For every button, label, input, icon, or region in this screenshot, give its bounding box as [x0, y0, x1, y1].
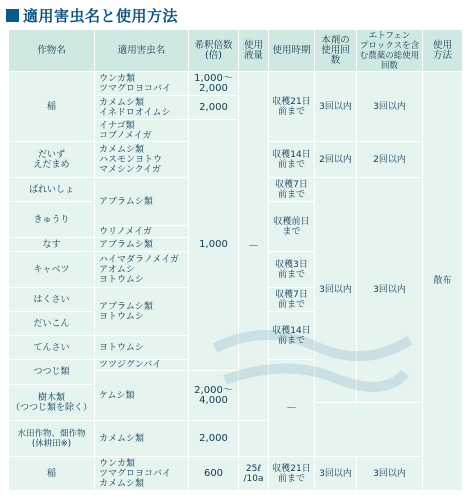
- timing-cell: 収穫前日 まで: [269, 202, 315, 252]
- pest-cell: カメムシ類: [95, 421, 189, 457]
- pest-cell: ケムシ類: [95, 371, 189, 421]
- pest-cell: アブラムシ類: [95, 238, 189, 252]
- timing-cell: －: [269, 360, 315, 457]
- dilution-cell: 1,000: [189, 120, 239, 371]
- header-pest: 適用害虫名: [95, 30, 189, 72]
- pest-cell: ハイマダラノメイガ アオムシ ヨトウムシ: [95, 252, 189, 288]
- dilution-cell: 1,000～ 2,000: [189, 72, 239, 96]
- section-title: [4, 2, 464, 28]
- header-dilution: 希釈倍数 (倍): [189, 30, 239, 72]
- pest-cell: アブラムシ類: [95, 178, 189, 226]
- times-cell: 3回以内: [315, 72, 357, 142]
- header-method: 使用 方法: [423, 30, 463, 72]
- dilution-cell: 2,000～ 4,000: [189, 371, 239, 421]
- crop-suiden: 水田作物、畑作物 (休耕田※): [9, 421, 95, 457]
- crop-bareisho: ばれいしょ: [9, 178, 95, 202]
- crop-daizu: だいず えだまめ: [9, 142, 95, 178]
- times-cell: 3回以内: [315, 457, 357, 491]
- crop-hakusai: はくさい: [9, 288, 95, 312]
- times-cell: 2回以内: [315, 142, 357, 178]
- crop-tensai: てんさい: [9, 336, 95, 360]
- crop-tsutsuji: つつじ類: [9, 360, 95, 385]
- crop-nasu: なす: [9, 238, 95, 252]
- header-timing: 使用時期: [269, 30, 315, 72]
- times-cell: 3回以内: [315, 178, 357, 403]
- header-total: エトフェン プロックスを含む農薬の総使用回数: [357, 30, 423, 72]
- method-cell: 散布: [423, 72, 463, 491]
- volume-cell: －: [239, 72, 269, 421]
- volume-cell: 25ℓ /10a: [239, 457, 269, 491]
- pest-cell: イナゴ類 コブノメイガ: [95, 120, 189, 142]
- header-crop: 作物名: [9, 30, 95, 72]
- square-bullet-icon: [6, 9, 19, 22]
- pest-cell: カメムシ類 イネドロオイムシ: [95, 96, 189, 120]
- crop-ine-2: 稲: [9, 457, 95, 491]
- pest-cell: アブラムシ類 ヨトウムシ: [95, 288, 189, 336]
- total-cell: 3回以内: [357, 457, 423, 491]
- pest-cell: ウリノメイガ: [95, 226, 189, 238]
- timing-cell: 収穫3日 前まで: [269, 252, 315, 288]
- dilution-cell: 2,000: [189, 421, 239, 457]
- crop-kyuri: きゅうり: [9, 202, 95, 238]
- total-cell: 3回以内: [357, 72, 423, 142]
- timing-cell: 収穫14日 前まで: [269, 142, 315, 178]
- timing-cell: 収穫21日 前まで: [269, 72, 315, 142]
- total-cell: 3回以内: [357, 178, 423, 403]
- pest-cell: ウンカ類 ツマグロヨコバイ: [95, 72, 189, 96]
- timing-cell: 収穫21日 前まで: [269, 457, 315, 491]
- timing-cell: 収穫7日 前まで: [269, 178, 315, 202]
- header-times: 本剤の 使用回数: [315, 30, 357, 72]
- dilution-cell: 600: [189, 457, 239, 491]
- dilution-cell: 2,000: [189, 96, 239, 120]
- total-cell: 2回以内: [357, 142, 423, 178]
- crop-daikon: だいこん: [9, 312, 95, 336]
- header-volume: 使用 液量: [239, 30, 269, 72]
- crop-jumoku: 樹木類 （つつじ類を除く）: [9, 385, 95, 421]
- crop-ine: 稲: [9, 72, 95, 142]
- pest-cell: カメムシ類 ハスモンヨトウ マメシンクイガ: [95, 142, 189, 178]
- pest-cell: ツツジグンバイ: [95, 360, 189, 371]
- title-text: 適用害虫名と使用方法: [23, 6, 179, 25]
- pest-cell: ヨトウムシ: [95, 336, 189, 360]
- crop-kyabetsu: キャベツ: [9, 252, 95, 288]
- usage-table: [8, 29, 463, 491]
- timing-cell: 収穫14日 前まで: [269, 312, 315, 360]
- timing-cell: 収穫7日 前まで: [269, 288, 315, 312]
- pest-cell: ウンカ類 ツマグロヨコバイ カメムシ類: [95, 457, 189, 491]
